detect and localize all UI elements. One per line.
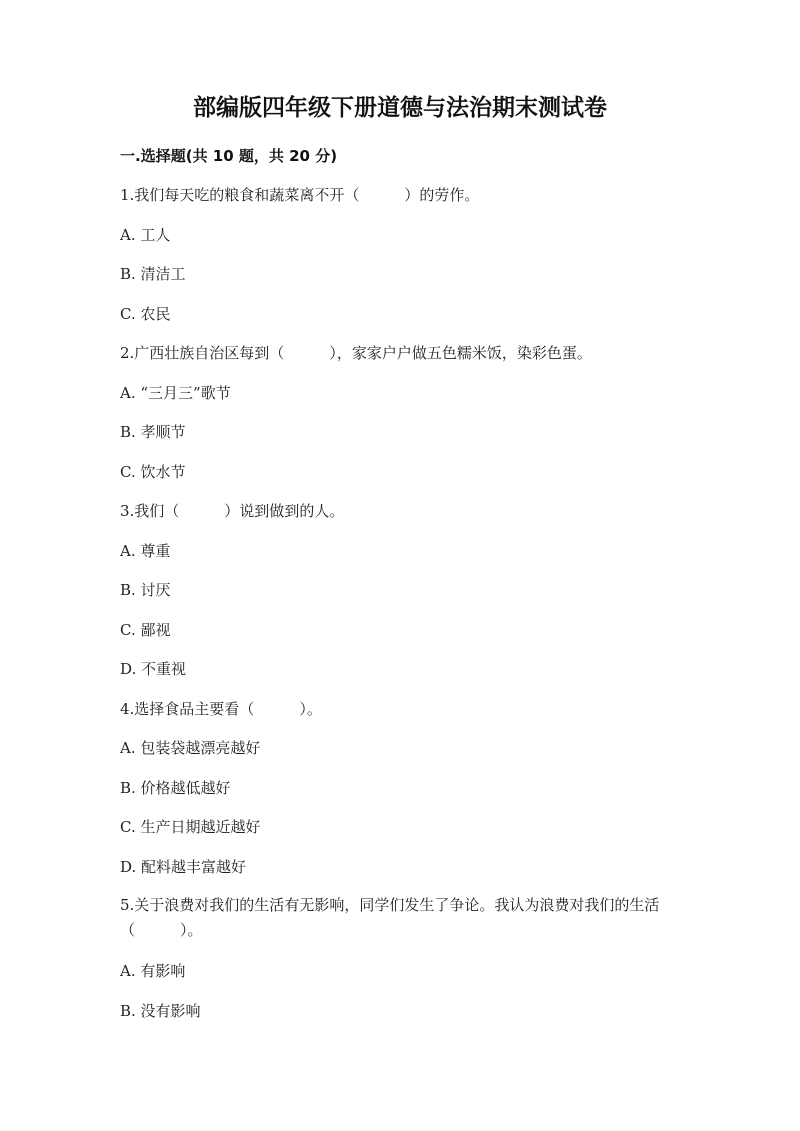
option-a: A. 包装袋越漂亮越好 — [120, 739, 261, 757]
page-title: 部编版四年级下册道德与法治期末测试卷 — [193, 95, 607, 121]
question-5 — [120, 893, 680, 1022]
option-a: A. 有影响 — [120, 962, 186, 980]
question-stem: 3.我们（ ）说到做到的人。 — [120, 502, 345, 520]
option-b: B. 孝顺节 — [120, 423, 186, 441]
option-c: C. 鄙视 — [120, 620, 171, 639]
question-3 — [120, 500, 680, 680]
question-4 — [120, 698, 680, 878]
section-heading: 一.选择题(共 10 题，共 20 分) — [120, 147, 338, 165]
question-stem: 5.关于浪费对我们的生活有无影响，同学们发生了争论。我认为浪费对我们的生活（ ）。 — [120, 895, 660, 939]
question-stem: 4.选择食品主要看（ ）。 — [120, 699, 322, 718]
option-b: B. 讨厌 — [120, 581, 171, 599]
option-b: B. 价格越低越好 — [120, 778, 231, 797]
option-b: B. 没有影响 — [120, 1001, 201, 1020]
option-a: A. 尊重 — [120, 541, 171, 560]
question-1 — [120, 184, 680, 325]
option-c: C. 农民 — [120, 304, 171, 323]
question-2 — [120, 342, 680, 483]
question-stem: 1.我们每天吃的粮食和蔬菜离不开（ ）的劳作。 — [120, 186, 480, 204]
option-a: A. “三月三”歌节 — [120, 383, 231, 402]
option-c: C. 生产日期越近越好 — [120, 818, 261, 836]
option-d: D. 配料越丰富越好 — [120, 857, 247, 876]
option-c: C. 饮水节 — [120, 462, 186, 481]
option-d: D. 不重视 — [120, 660, 187, 678]
question-stem: 2.广西壮族自治区每到（ ），家家户户做五色糯米饭，染彩色蛋。 — [120, 344, 592, 362]
option-a: A. 工人 — [120, 225, 171, 244]
option-b: B. 清洁工 — [120, 265, 186, 283]
